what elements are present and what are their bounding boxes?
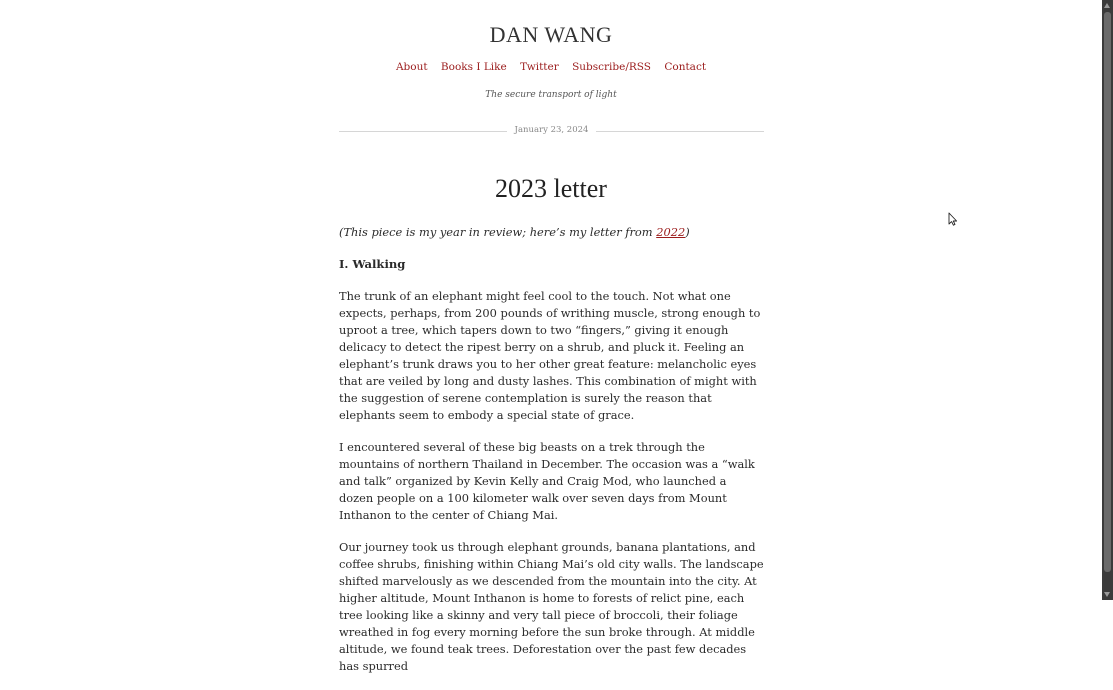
intro-text-before: (This piece is my year in review; here’s my letter from — [339, 225, 657, 239]
nav-link-contact[interactable]: Contact — [664, 61, 707, 73]
paragraph: Our journey took us through elephant grounds, banana plantations, and coffee shrubs, finishing within Chiang Mai’s old city walls. The landscape shifted marvelously as we descended from the mountain into the city. At higher altitude, Mount Inthanon is home to forests of relict pine, each tree looking like a skinny and very tall piece of broccoli, their foliage wreathed in fog every morning before the sun broke through. At middle altitude, we found teak trees. Deforestation over the past few decades has spurred — [339, 540, 764, 673]
post-content — [339, 224, 764, 690]
post-intro — [339, 224, 764, 241]
site-title[interactable]: DAN WANG — [489, 22, 613, 47]
nav-link-about[interactable]: About — [395, 61, 428, 73]
site-tagline: The secure transport of light — [485, 90, 617, 100]
post-date: January 23, 2024 — [514, 125, 589, 135]
scrollbar-thumb[interactable] — [1104, 12, 1111, 572]
mouse-cursor-icon — [948, 212, 958, 226]
vertical-scrollbar[interactable] — [1102, 0, 1113, 600]
paragraph: The trunk of an elephant might feel cool to the touch. Not what one expects, perhaps, from 200 pounds of writhing muscle, strong enough to uproot a tree, which tapers down to two “fingers,” giving it enough delicacy to detect the ripest berry on a shrub, and pluck it. Feeling an elephant’s trunk draws you to her other great feature: melancholic eyes that are veiled by long and dusty lashes. This combination of might with the suggestion of serene contemplation is surely the reason that elephants seem to embody a special state of grace. — [339, 289, 761, 422]
intro-text-after: ) — [685, 225, 690, 239]
scroll-up-arrow-icon[interactable] — [1104, 3, 1110, 8]
paragraph: I encountered several of these big beasts on a trek through the mountains of northern Thailand in December. The occasion was a “walk and talk” organized by Kevin Kelly and Craig Mod, who launched a dozen people on a 100 kilometer walk over seven days from Mount Inthanon to the center of Chiang Mai. — [339, 440, 755, 522]
nav-link-subscribe[interactable]: Subscribe/RSS — [572, 61, 651, 73]
nav-link-books[interactable]: Books I Like — [440, 61, 507, 73]
scroll-down-arrow-icon[interactable] — [1104, 592, 1110, 597]
nav-link-twitter[interactable]: Twitter — [520, 61, 559, 73]
letter-2022-link[interactable]: 2022 — [656, 225, 686, 239]
main-nav — [0, 61, 1102, 73]
section-heading: I. Walking — [339, 257, 406, 271]
post-title: 2023 letter — [495, 174, 607, 203]
post-date-row — [339, 124, 764, 138]
date-divider-right — [596, 131, 764, 132]
